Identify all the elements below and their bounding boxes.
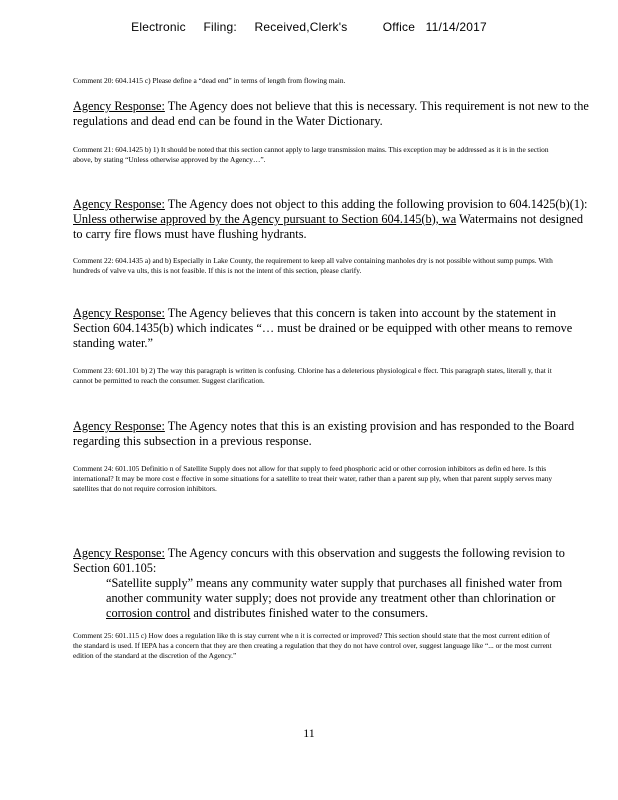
response-text: The Agency does not believe that this is necessary. This requirement is not new to the regulations and dead end can be found in the Water Dictionary. [73, 99, 589, 128]
comment-24: Comment 24: 601.105 Definitio n of Satellite Supply does not allow for that supply to feed phosphoric acid or other corrosion inhibitors as defin ed here. Is this international? It may be more cost e ffective in some situations for a satellite to treat their water, rather than a parent sup ply, when that parent supply serves many satellites that do not require corrosion inhibitors. [73, 464, 553, 493]
satellite-supply-definition [73, 576, 593, 621]
response-text: The Agency concurs with this observation and suggests the following revision to Section 601.105: [73, 546, 565, 575]
inserted-corrosion-control: corrosion control [106, 606, 191, 620]
response-label: Agency Response: [73, 546, 165, 560]
response-label: Agency Response: [73, 306, 165, 320]
definition-text-start: “Satellite supply” means any community water supply that purchases all finished water from another community water supply; does not provide any treatment other than chlorination or [106, 576, 563, 605]
response-label: Agency Response: [73, 197, 165, 211]
comment-23: Comment 23: 601.101 b) 2) The way this paragraph is written is confusing. Chlorine has a deleterious physiological e ffect. This paragraph states, literall y, that it cannot be permitted to reach the consumer. Suggest clarification. [73, 366, 552, 385]
agency-response-20 [73, 99, 593, 129]
comment-25: Comment 25: 601.115 c) How does a regulation like th is stay current whe n it is corrected or improved? This section should state that the most current edition of the standard is used. If IEPA has a concern that they are then creating a regulation that they do not have control over, suggest language like “... or the most current edition of the standard at the discretion of the Agency.” [73, 631, 552, 660]
response-label: Agency Response: [73, 419, 165, 433]
response-text: The Agency notes that this is an existing provision and has responded to the Board regarding this subsection in a previous response. [73, 419, 575, 448]
filing-header: Electronic Filing: Received,Clerk's Office 11/14/2017 [131, 20, 487, 34]
definition-text-end: and distributes finished water to the consumers. [190, 606, 429, 620]
comment-22: Comment 22: 604.1435 a) and b) Especially in Lake County, the requirement to keep all valve containing manholes dry is not possible without sump pumps. With hundreds of valve va ults, this is not feasible. If this is not the intent of this section, please clarify. [73, 256, 553, 275]
response-text: The Agency believes that this concern is taken into account by the statement in Section 604.1435(b) which indicates “… must be drained or be equipped with other means to remove standing water.” [73, 306, 573, 350]
comment-20: Comment 20: 604.1415 c) Please define a “dead end” in terms of length from flowing main. [73, 76, 346, 85]
comment-21: Comment 21: 604.1425 b) 1) It should be noted that this section cannot apply to large transmission mains. This exception may be addressed as it is in the section above, by stating “Unless otherwise approved by the Agency…”. [73, 145, 549, 164]
agency-response-24 [73, 546, 593, 621]
agency-response-21 [73, 197, 593, 242]
response-text: The Agency does not object to this adding the following provision to 604.1425(b)(1): [167, 197, 588, 211]
agency-response-23 [73, 419, 593, 449]
response-label: Agency Response: [73, 99, 165, 113]
response-text-tail: Watermains not designed to carry fire flows must have flushing hydrants. [73, 212, 584, 241]
inserted-provision: Unless otherwise approved by the Agency pursuant to Section 604.145(b), wa [73, 212, 457, 226]
page-number: 11 [303, 726, 315, 740]
agency-response-22 [73, 306, 593, 351]
